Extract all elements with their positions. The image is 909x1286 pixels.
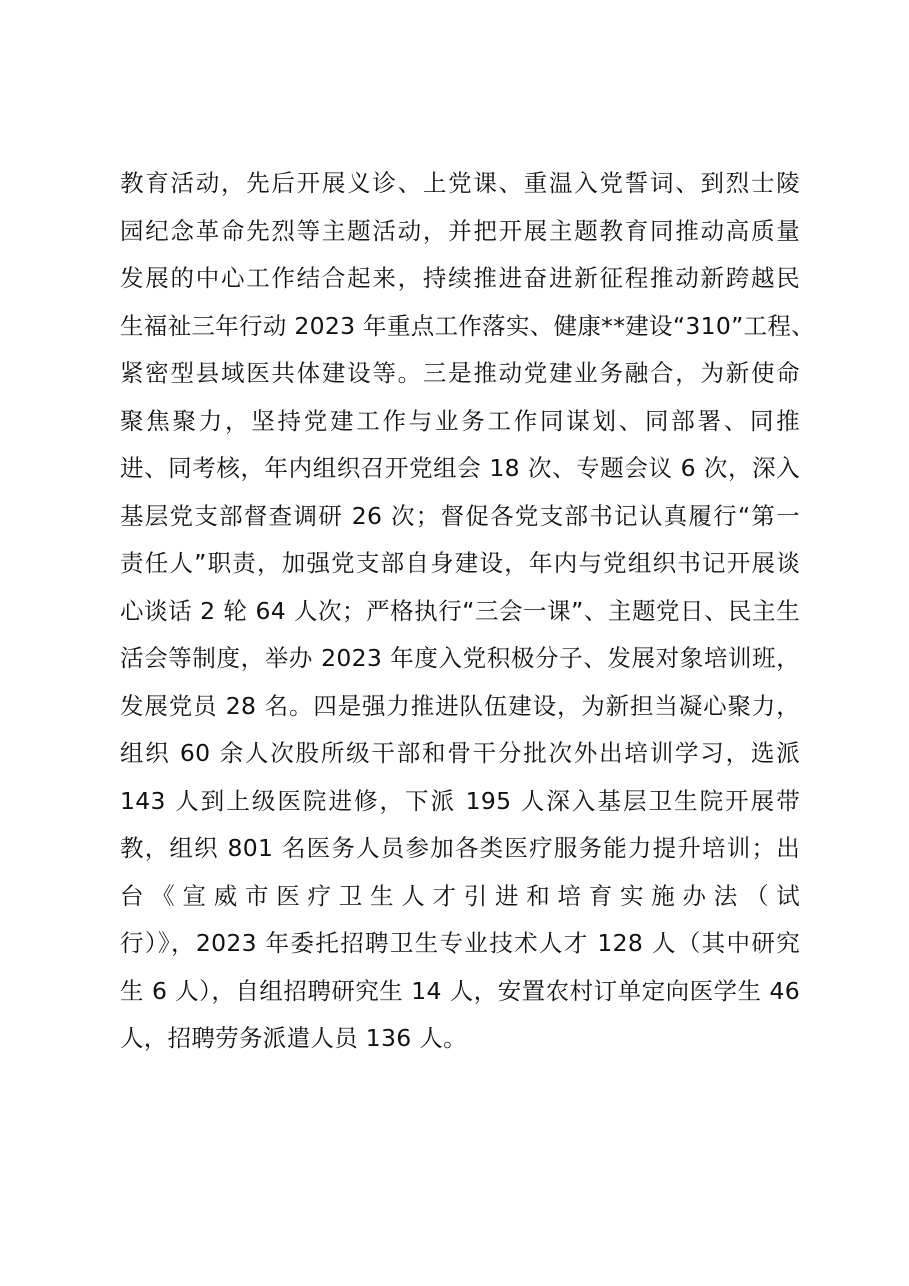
text-line: 聚焦聚力，坚持党建工作与业务工作同谋划、同部署、同推 (120, 406, 800, 435)
text-line: 生 6 人），自组招聘研究生 14 人，安置农村订单定向医学生 46 (120, 976, 800, 1005)
text-line: 教育活动，先后开展义诊、上党课、重温入党誓词、到烈士陵 (120, 169, 800, 197)
text-line: 责任人”职责，加强党支部自身建设，年内与党组织书记开展谈 (120, 549, 800, 577)
text-line: 人，招聘劳务派遣人员 136 人。 (120, 1024, 467, 1052)
text-line: 园纪念革命先烈等主题活动，并把开展主题教育同推动高质量 (120, 216, 800, 245)
text-line: 143 人到上级医院进修，下派 195 人深入基层卫生院开展带 (120, 786, 800, 815)
text-line: 行）》，2023 年委托招聘卫生专业技术人才 128 人（其中研究 (120, 929, 800, 957)
text-line: 生福祉三年行动 2023 年重点工作落实、健康**建设“310”工程、 (120, 311, 815, 340)
text-line: 发展党员 28 名。四是强力推进队伍建设，为新担当凝心聚力， (120, 691, 800, 720)
text-line: 台《宣威市医疗卫生人才引进和培育实施办法（试 (120, 881, 800, 910)
text-line: 基层党支部督查调研 26 次；督促各党支部书记认真履行“第一 (120, 501, 800, 530)
text-line: 组织 60 余人次股所级干部和骨干分批次外出培训学习，选派 (120, 739, 800, 767)
text-line: 教，组织 801 名医务人员参加各类医疗服务能力提升培训；出 (120, 834, 800, 862)
text-line: 紧密型县域医共体建设等。三是推动党建业务融合，为新使命 (120, 359, 800, 387)
text-line: 心谈话 2 轮 64 人次；严格执行“三会一课”、主题党日、民主生 (120, 596, 800, 625)
text-line: 进、同考核，年内组织召开党组会 18 次、专题会议 6 次，深入 (120, 454, 800, 482)
body-paragraph (120, 160, 815, 1063)
text-line: 活会等制度，举办 2023 年度入党积极分子、发展对象培训班， (120, 644, 800, 672)
text-line: 发展的中心工作结合起来，持续推进奋进新征程推动新跨越民 (120, 264, 800, 292)
